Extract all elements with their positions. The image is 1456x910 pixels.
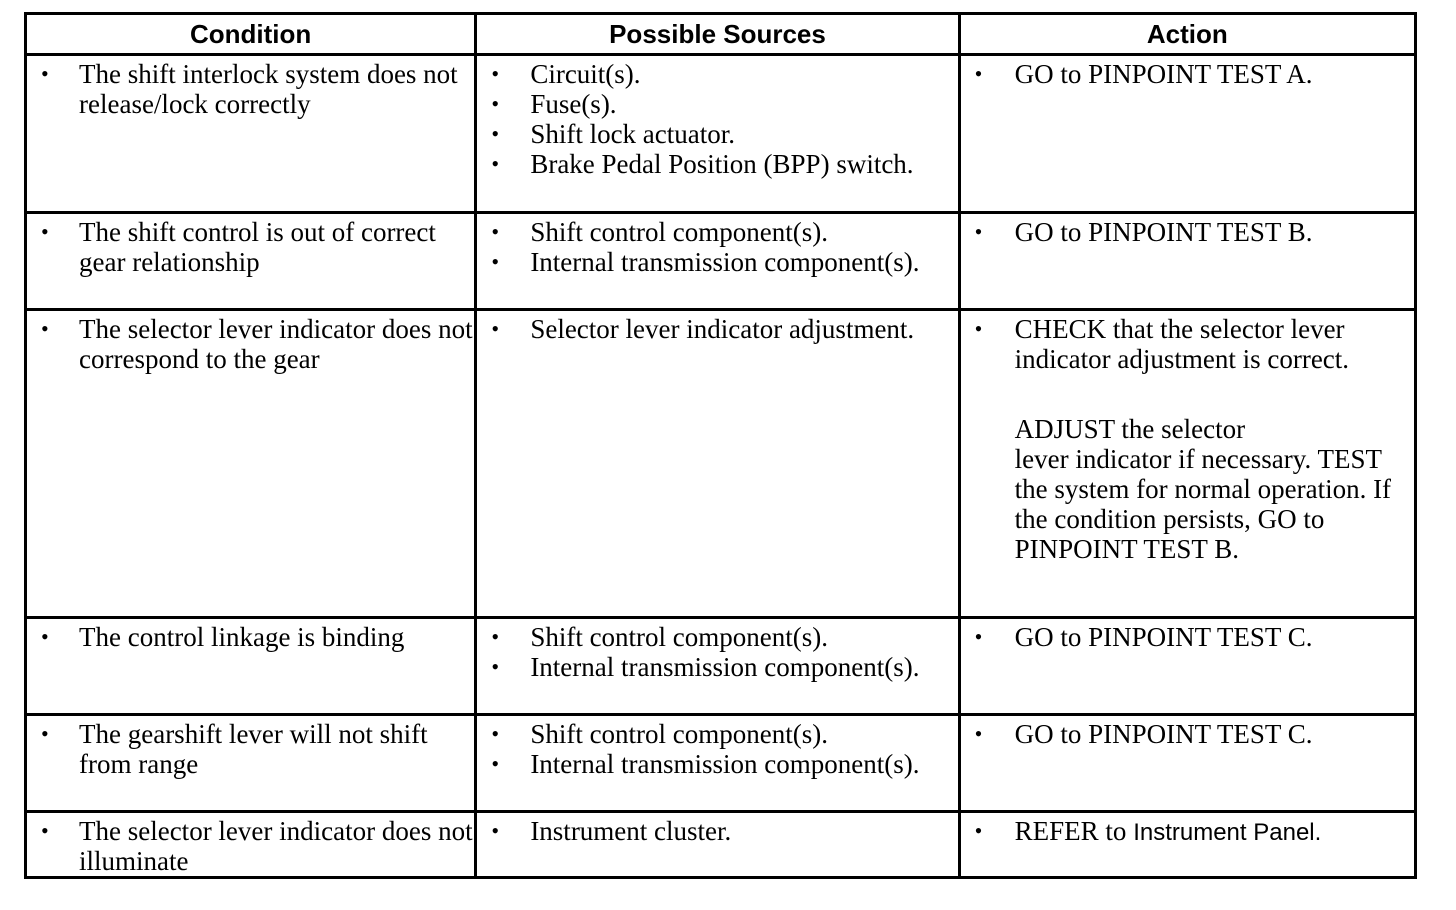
bullet-icon: •: [491, 751, 500, 776]
condition-text: The selector lever indicator does not correspond to the gear: [79, 314, 473, 374]
table-row: [26, 812, 1416, 878]
bullet-icon: •: [974, 61, 983, 86]
source-item: Internal transmission component(s).: [530, 652, 920, 682]
source-item: Shift control component(s).: [530, 719, 829, 749]
bullet-icon: •: [974, 721, 983, 746]
source-item: Shift control component(s).: [530, 622, 829, 652]
action-cell: [959, 310, 1415, 618]
bullet-icon: •: [491, 249, 500, 274]
bullet-icon: •: [491, 61, 500, 86]
source-item: Shift lock actuator.: [530, 119, 736, 149]
sources-cell: [476, 715, 959, 812]
action-cell: [959, 715, 1415, 812]
source-item: Selector lever indicator adjustment.: [530, 314, 915, 344]
condition-cell: [26, 715, 476, 812]
bullet-icon: •: [491, 151, 500, 176]
condition-cell: [26, 55, 476, 213]
action-text: GO to PINPOINT TEST B.: [1014, 217, 1313, 247]
sources-cell: [476, 213, 959, 310]
bullet-icon: •: [491, 654, 500, 679]
bullet-icon: •: [41, 316, 49, 341]
source-item: Shift control component(s).: [530, 217, 829, 247]
bullet-icon: •: [41, 61, 49, 86]
bullet-icon: •: [974, 818, 983, 843]
action-text: CHECK that the selector lever indicator adjustment is correct.: [1014, 314, 1350, 374]
bullet-icon: •: [491, 818, 500, 843]
source-item: Fuse(s).: [530, 89, 617, 119]
bullet-icon: •: [491, 121, 500, 146]
source-item: Circuit(s).: [530, 59, 641, 89]
action-text-prefix: REFER to: [1014, 816, 1134, 846]
condition-cell: [26, 213, 476, 310]
bullet-icon: •: [491, 624, 500, 649]
bullet-icon: •: [491, 316, 500, 341]
table-row: [26, 310, 1416, 618]
condition-cell: [26, 618, 476, 715]
table-row: [26, 213, 1416, 310]
condition-cell: [26, 310, 476, 618]
bullet-icon: •: [491, 721, 500, 746]
header-action: Action: [959, 14, 1415, 55]
source-item: Instrument cluster.: [530, 816, 732, 846]
action-text-reference: Instrument Panel.: [1133, 819, 1322, 846]
condition-text: The shift interlock system does not release/lock correctly: [79, 59, 458, 119]
sources-cell: [476, 618, 959, 715]
condition-text: The shift control is out of correct gear relationship: [79, 217, 436, 277]
bullet-icon: •: [974, 316, 983, 341]
sources-cell: [476, 812, 959, 878]
bullet-icon: •: [41, 818, 49, 843]
spacer: [961, 374, 1414, 414]
action-text: GO to PINPOINT TEST A.: [1014, 59, 1313, 89]
bullet-icon: •: [974, 624, 983, 649]
sources-cell: [476, 310, 959, 618]
source-item: Brake Pedal Position (BPP) switch.: [530, 149, 914, 179]
table-row: [26, 55, 1416, 213]
bullet-icon: •: [491, 91, 500, 116]
condition-text: The gearshift lever will not shift from range: [79, 719, 428, 779]
bullet-icon: •: [974, 219, 983, 244]
action-cell: [959, 618, 1415, 715]
bullet-icon: •: [41, 624, 49, 649]
action-extra-text: lever indicator if necessary. TEST the system for normal operation. If the condition persists, GO to PINPOINT TEST B.: [1014, 444, 1392, 564]
action-cell: [959, 55, 1415, 213]
source-item: Internal transmission component(s).: [530, 247, 920, 277]
bullet-icon: •: [491, 219, 500, 244]
diagnosis-table: [24, 12, 1417, 879]
table-row: [26, 618, 1416, 715]
action-extra-line: ADJUST the selector: [1014, 414, 1246, 444]
header-row: [26, 14, 1416, 55]
source-item: Internal transmission component(s).: [530, 749, 920, 779]
action-text: GO to PINPOINT TEST C.: [1014, 719, 1313, 749]
action-cell: [959, 812, 1415, 878]
table-row: [26, 715, 1416, 812]
sources-cell: [476, 55, 959, 213]
header-possible-sources: Possible Sources: [476, 14, 959, 55]
condition-cell: [26, 812, 476, 878]
action-text: GO to PINPOINT TEST C.: [1014, 622, 1313, 652]
condition-text: The control linkage is binding: [79, 622, 405, 652]
bullet-icon: •: [41, 721, 49, 746]
condition-text: The selector lever indicator does not illuminate: [79, 816, 473, 876]
action-cell: [959, 213, 1415, 310]
bullet-icon: •: [41, 219, 49, 244]
header-condition: Condition: [26, 14, 476, 55]
